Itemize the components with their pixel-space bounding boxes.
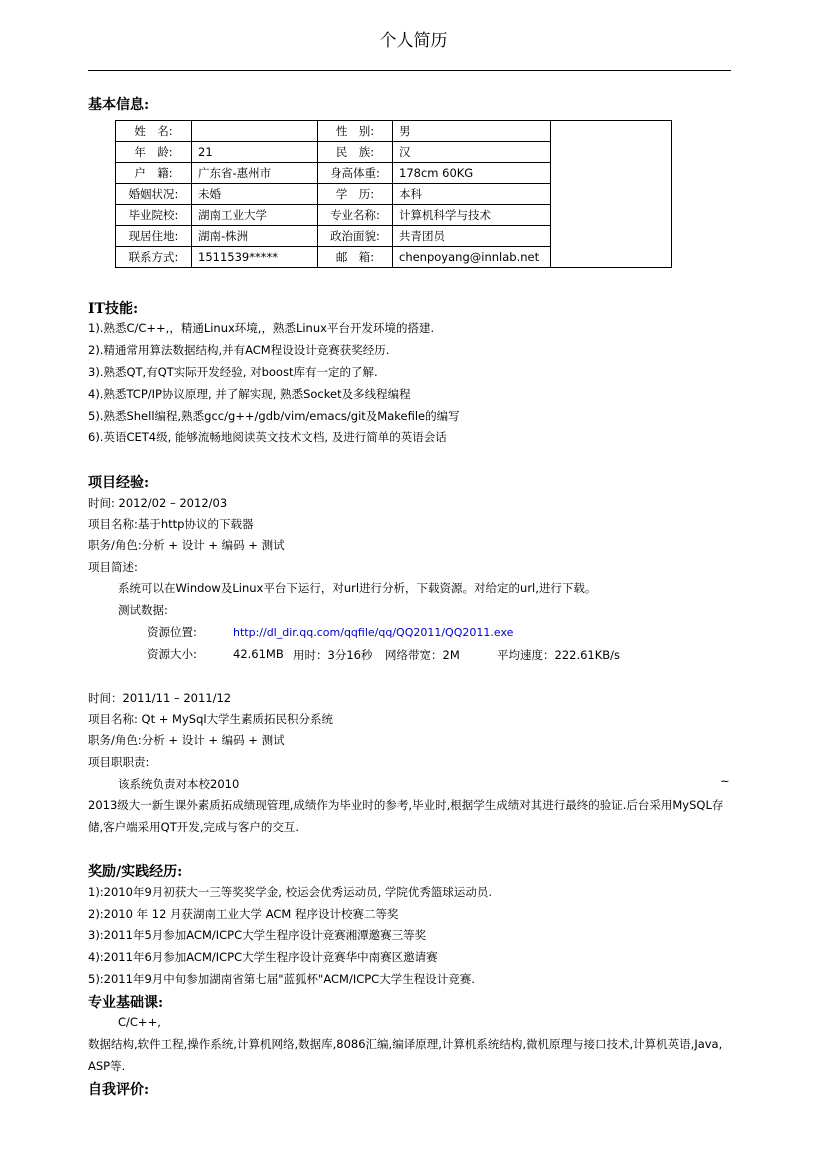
label-cell: 邮 箱: <box>318 247 393 268</box>
table-row <box>116 121 672 142</box>
value-cell: 计算机科学与技术 <box>393 205 551 226</box>
value-cell: 178cm 60KG <box>393 163 551 184</box>
skill-item: 2).精通常用算法数据结构,并有ACM程设设计竞赛获奖经历. <box>88 343 390 357</box>
time-used: 用时：3分16秒 <box>293 648 373 662</box>
project-desc: 系统可以在Window及Linux平台下运行，对url进行分析，下载资源。对给定的url,进行下载。 <box>118 581 597 595</box>
course-list: 数据结构,软件工程,操作系统,计算机网络,数据库,8086汇编,编译原理,计算机系统结构,微机原理与接口技术,计算机英语,Java, ASP等. <box>88 1037 723 1073</box>
value-cell: 21 <box>192 142 318 163</box>
skill-item: 6).英语CET4级, 能够流畅地阅读英文技术文档, 及进行简单的英语会话 <box>88 430 447 444</box>
project-role: 职务/角色:分析 + 设计 + 编码 + 测试 <box>88 733 285 747</box>
label-cell: 婚姻状况: <box>116 184 192 205</box>
award-item: 2):2010 年 12 月获湖南工业大学 ACM 程序设计校赛二等奖 <box>88 907 399 921</box>
project-time: 时间: 2012/02 – 2012/03 <box>88 496 228 510</box>
section-courses: 专业基础课: <box>88 995 164 1011</box>
project-desc-label: 项目简述: <box>88 560 138 574</box>
label-cell: 联系方式: <box>116 247 192 268</box>
resource-size-label: 资源大小: <box>147 647 197 661</box>
resume-title: 个人简历 <box>379 31 448 51</box>
label-cell: 性 别: <box>318 121 393 142</box>
award-item: 4):2011年6月参加ACM/ICPC大学生程序设计竞赛华中南赛区邀请赛 <box>88 950 438 964</box>
value-cell <box>192 121 318 142</box>
project-duty-label: 项目职职责: <box>88 755 150 769</box>
email-value: chenpoyang@innlab.net <box>393 247 551 268</box>
project-time: 时间：2011/11 – 2011/12 <box>88 691 232 705</box>
test-data-label: 测试数据: <box>118 603 168 617</box>
project-name: 项目名称: Qt + MySql大学生素质拓民积分系统 <box>88 712 334 726</box>
project-duty-text: 2013级大一新生课外素质拓成绩现管理,成绩作为毕业时的参考,毕业时,根据学生成绩对其进行最终的验证.后台采用MySQL存储,客户端采用QT开发,完成与客户的交互. <box>88 798 724 834</box>
label-cell: 身高体重: <box>318 163 393 184</box>
value-cell: 共青团员 <box>393 226 551 247</box>
value-cell: 湖南-株洲 <box>192 226 318 247</box>
tilde-mark: ~ <box>720 774 730 788</box>
section-it-skills: IT技能: <box>88 301 139 317</box>
label-cell: 户 籍: <box>116 163 192 184</box>
label-cell: 现居住地: <box>116 226 192 247</box>
photo-cell <box>551 121 672 268</box>
skill-item: 5).熟悉Shell编程,熟悉gcc/g++/gdb/vim/emacs/git及Makefile的编写 <box>88 409 460 423</box>
section-awards: 奖励/实践经历: <box>88 864 183 880</box>
label-cell: 学 历: <box>318 184 393 205</box>
section-projects: 项目经验: <box>88 475 150 491</box>
value-cell: 汉 <box>393 142 551 163</box>
project-role: 职务/角色:分析 + 设计 + 编码 + 测试 <box>88 538 285 552</box>
award-item: 1):2010年9月初获大一三等奖奖学金, 校运会优秀运动员, 学院优秀篮球运动员. <box>88 885 493 899</box>
label-cell: 民 族: <box>318 142 393 163</box>
bandwidth: 网络带宽：2M <box>385 648 460 662</box>
average-speed: 平均速度：222.61KB/s <box>497 648 621 662</box>
section-basic-info: 基本信息: <box>88 97 150 113</box>
value-cell: 本科 <box>393 184 551 205</box>
skill-item: 1).熟悉C/C++,，精通Linux环境,，熟悉Linux平台开发环境的搭建. <box>88 321 435 335</box>
resource-url-link[interactable]: http://dl_dir.qq.com/qqfile/qq/QQ2011/QQ2011.exe <box>233 626 514 639</box>
label-cell: 政治面貌: <box>318 226 393 247</box>
skill-item: 4).熟悉TCP/IP协议原理, 并了解实现, 熟悉Socket及多线程编程 <box>88 387 411 401</box>
label-cell: 毕业院校: <box>116 205 192 226</box>
value-cell: 男 <box>393 121 551 142</box>
skill-item: 3).熟悉QT,有QT实际开发经验, 对boost库有一定的了解. <box>88 365 378 379</box>
project-name: 项目名称:基于http协议的下载器 <box>88 517 254 531</box>
resource-location-label: 资源位置: <box>147 625 197 639</box>
award-item: 3):2011年5月参加ACM/ICPC大学生程序设计竞赛湘潭邀赛三等奖 <box>88 928 427 942</box>
resource-size: 42.61MB <box>233 647 284 661</box>
course-line: C/C++, <box>118 1015 161 1029</box>
section-self-evaluation: 自我评价: <box>88 1082 150 1098</box>
basic-info-table <box>115 120 672 268</box>
label-cell: 姓 名: <box>116 121 192 142</box>
value-cell: 湖南工业大学 <box>192 205 318 226</box>
label-cell: 专业名称: <box>318 205 393 226</box>
header-divider <box>88 70 731 71</box>
award-item: 5):2011年9月中旬参加湖南省第七届"蓝狐杯"ACM/ICPC大学生程设计竞赛. <box>88 972 475 986</box>
value-cell: 1511539***** <box>192 247 318 268</box>
project-duty-line: 该系统负责对本校2010 <box>118 777 240 791</box>
label-cell: 年 龄: <box>116 142 192 163</box>
value-cell: 未婚 <box>192 184 318 205</box>
value-cell: 广东省-惠州市 <box>192 163 318 184</box>
